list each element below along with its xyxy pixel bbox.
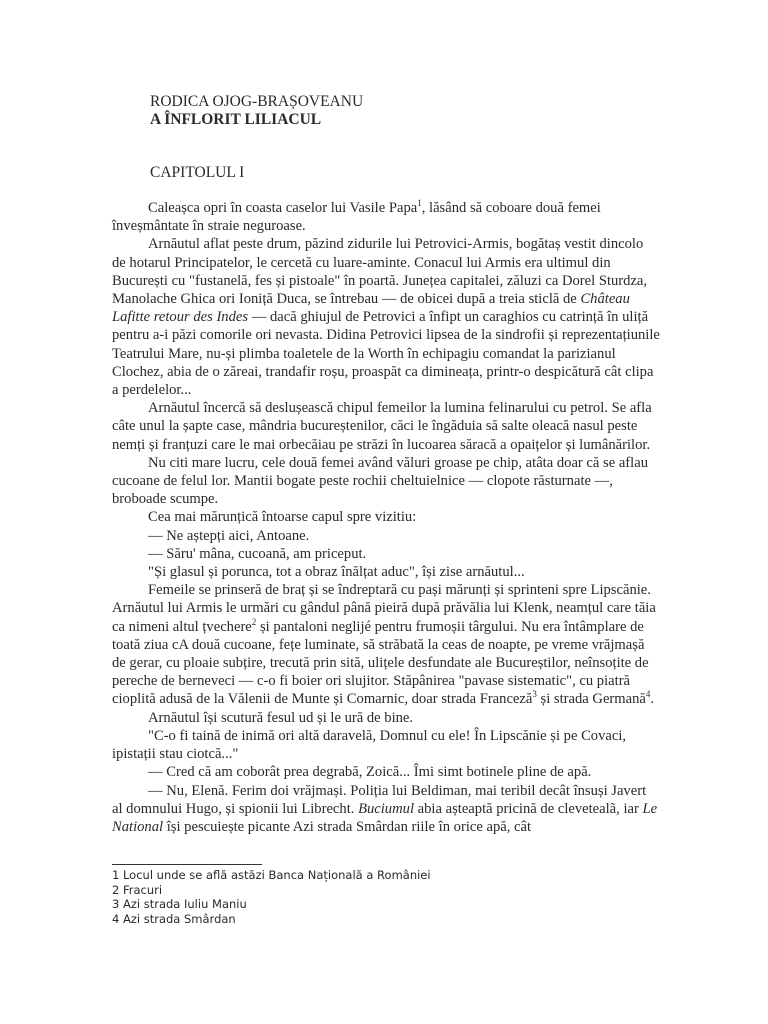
paragraph (112, 199, 660, 235)
paragraph (112, 581, 660, 708)
author-name: RODICA OJOG-BRAȘOVEANU (150, 93, 364, 110)
text-run: Nu citi mare lucru, cele două femei având văluri groase pe chip, atâta doar că se aflau cucoane de felul lor. Mantii bogate peste rochii cheltuielnice — clopote răsturnate —, broboade scumpe. (112, 454, 648, 508)
italic-title: Buciumul (358, 800, 414, 817)
text-run: își pescuiește picante Azi strada Smârdan riile în orice apă, cât (163, 818, 532, 835)
text-run: . (650, 691, 655, 708)
footnote-divider (112, 864, 262, 865)
paragraph (112, 527, 660, 545)
text-run: Femeile se prinseră de braț și se îndreptară cu pași mărunți și sprinteni spre Lipscănie. Arnăutul lui Armis le urmări cu gândul până pieiră după prăvălia lui Klenk, neamțul care tăia ca nimeni altul țvechere (112, 582, 656, 635)
italic-title: Château Lafitte retour des Indes (112, 291, 630, 326)
paragraph (112, 508, 660, 526)
text-run: — Ne aștepți aici, Antoane. (148, 527, 310, 544)
text-run: Arnăutul își scutură fesul ud și le ură de bine. (148, 709, 414, 726)
text-run: Caleașca opri în coasta caselor lui Vasile Papa (148, 200, 418, 216)
footnote-item: 3 Azi strada Iuliu Maniu (112, 897, 247, 911)
footnote-marker: 4 (645, 689, 651, 700)
text-run: — dacă ghiujul de Petrovici a înfipt un caraghios cu catrință în uliță pentru a-i păzi comorile ori nevasta. Didina Petrovici lipsea de la sindrofii și reprezentațiunile Teatrului Mare, nu-și plimba toaletele de la Worth în echipagiu comandat la parizianul Clochez, abia de o zăreai, trandafir roșu, proaspăt ca dimineața, printr-o despicătură cât clipa a perdelelor... (112, 309, 660, 399)
paragraph (112, 235, 660, 399)
text-run: , lăsând să coboare două femei înveșmântate în straie neguroase. (112, 200, 601, 235)
footnote-marker: 2 (251, 616, 257, 627)
paragraph (112, 763, 660, 781)
footnote-item: 2 Fracuri (112, 882, 163, 897)
text-run: Arnăutul aflat peste drum, păzind zidurile lui Petrovici-Armis, bogătaș vestit dincolo de hotarul Principatelor, le cercetă cu luare-aminte. Conacul lui Armis era ultimul din București cu "fustanelă, fes și pistoale" în poartă. Junețea capitalei, zăluzi ca Dorel Sturdza, Manolache Ghica ori Ioniță Duca, se întrebau — de obicei după a treia sticlă de (112, 236, 648, 308)
chapter-title: CAPITOLUL I (150, 164, 245, 181)
paragraph (112, 782, 660, 837)
text-run: — Săru' mâna, cucoană, am priceput. (148, 545, 367, 562)
paragraph (112, 454, 660, 509)
italic-title: Le National (112, 800, 658, 835)
book-header (150, 93, 363, 129)
text-run: abia așteaptă pricină de clevetealã, iar (414, 800, 643, 817)
text-run: și strada Germană (536, 691, 646, 708)
paragraph (112, 545, 660, 563)
footnote-item: 4 Azi strada Smârdan (112, 911, 236, 926)
text-run: Arnăutul încercă să deslușească chipul femeilor la lumina felinarului cu petrol. Se afla câte unul la șapte case, mândria bucureștenilor, căci le îngăduia să salte oleacă nasul peste nemți și franțuzi care le mai orbecăiau pe străzi în lucoarea săracă a opaițelor și lumânărilor. (112, 400, 652, 453)
chapter-body (112, 199, 660, 836)
text-run: — Cred că am coborât prea degrabă, Zoică... Îmi simt botinele pline de apă. (148, 764, 592, 781)
text-run: "Și glasul și porunca, tot a obraz înălțat aduc", își zise arnăutul... (148, 564, 525, 581)
text-run: Cea mai mărunțică întoarse capul spre vizitiu: (148, 509, 417, 526)
text-run: și pantaloni neglijé pentru frumoșii târgului. Nu era întâmplare de toată ziua cA două cucoane, fețe luminate, să străbată la ceas de noapte, pe vreme vrăjmașă de gerar, cu ploaie subțire, trecută prin sită, ulițele desfundate ale Bucureștilor, neînsoțite de pereche de berneveci — c-o fi boier ori slujitor. Stăpânirea "pavase sistematic", cu piatră cioplită adusă de la Vălenii de Munte și Comarnic, doar strada Franceză (112, 618, 649, 708)
footnote-item: 1 Locul unde se află astăzi Banca Națională a României (112, 868, 431, 882)
paragraph (112, 563, 660, 581)
paragraph (112, 399, 660, 454)
footnote-marker: 3 (532, 689, 537, 700)
book-title: A ÎNFLORIT LILIACUL (150, 111, 322, 128)
text-run: "C-o fi taină de inimă ori altă daravelă, Domnul cu ele! În Lipscănie și pe Covaci, ipistații stau ciotcă..." (112, 727, 627, 763)
footnotes (112, 868, 431, 926)
paragraph (112, 709, 660, 727)
paragraph (112, 727, 660, 763)
footnote-marker: 1 (417, 198, 422, 209)
text-run: — Nu, Elenă. Ferim doi vrăjmași. Poliția lui Beldiman, mai teribil decât însuși Javert al domnului Hugo, și spionii lui Librecht. (112, 782, 647, 817)
